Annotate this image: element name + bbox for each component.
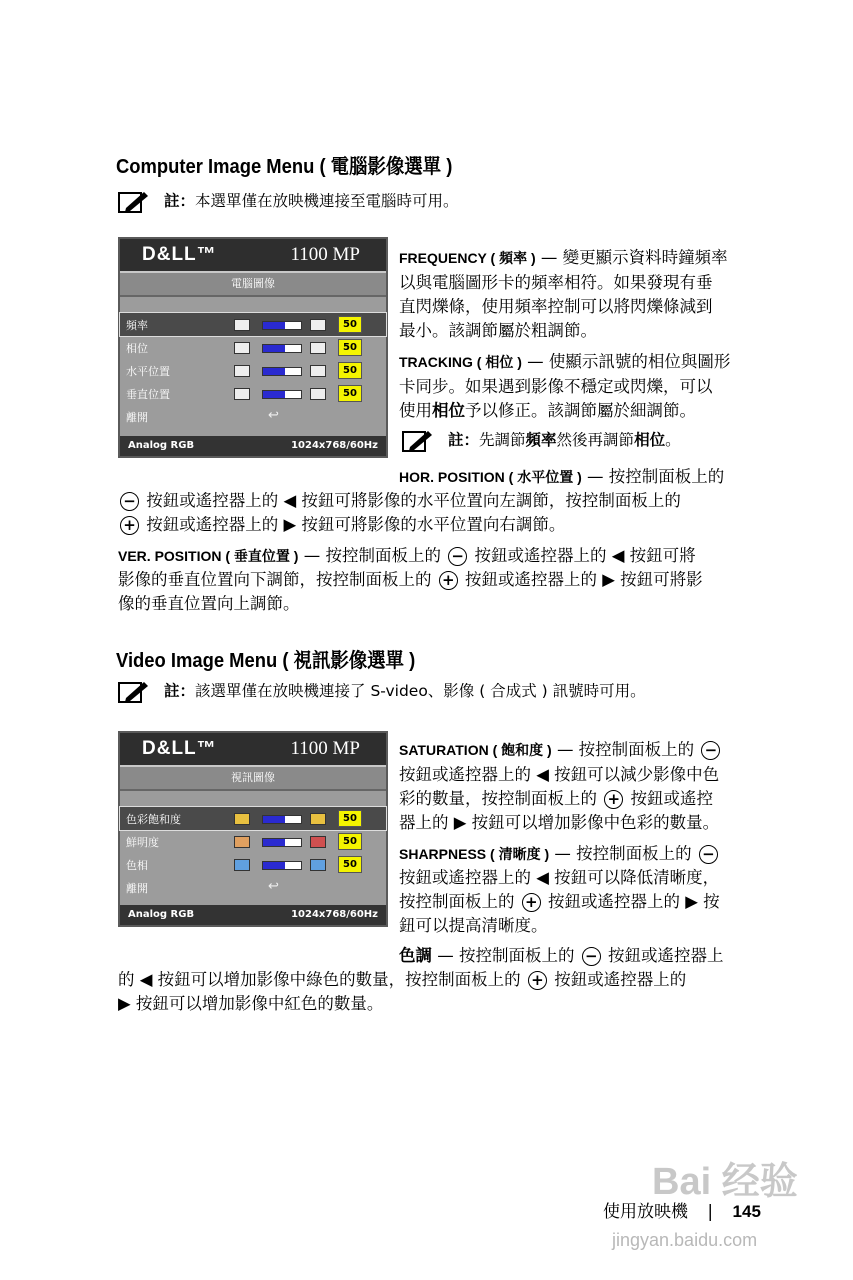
plus-icon — [310, 836, 326, 848]
osd-title: 視訊圖像 — [120, 765, 386, 791]
section-heading-video-image: Video Image Menu ( 視訊影像選單 ) — [116, 650, 416, 672]
osd-slider[interactable] — [262, 815, 302, 824]
text: 的 ◀ 按鈕可以增加影像中綠色的數量，按控制面板上的 — [118, 970, 521, 989]
osd-row-label: 離開 — [126, 411, 148, 424]
osd-row-label: 色相 — [126, 859, 148, 872]
minus-icon — [234, 859, 250, 871]
hor-position-key: HOR. POSITION ( 水平位置 ) — [399, 469, 582, 485]
osd-row-saturation[interactable] — [120, 807, 386, 830]
osd-row-exit[interactable] — [120, 405, 386, 428]
note-text: 該選單僅在放映機連接了 S-video、影像 ( 合成式 ) 訊號時可用。 — [195, 682, 646, 700]
tracking-line-1 — [399, 350, 730, 374]
text: 按鈕或遙控器上的 ▶ 按鈕可將影 — [465, 570, 703, 589]
osd-value: 50 — [338, 856, 362, 873]
text: 然後再調節 — [556, 431, 635, 449]
saturation-line-3 — [399, 787, 713, 811]
note-adjust-order — [402, 428, 681, 453]
osd-row-frequency[interactable] — [120, 313, 386, 336]
text: — 按控制面板上的 — [587, 467, 725, 486]
text: — 變更顯示資料時鐘頻率 — [540, 248, 728, 267]
osd-slider[interactable] — [262, 367, 302, 376]
saturation-line-4: 器上的 ▶ 按鈕可以增加影像中色彩的數量。 — [399, 813, 720, 832]
sharpness-key: SHARPNESS ( 清晰度 ) — [399, 846, 550, 862]
osd-model: 1100 MP — [290, 738, 360, 759]
tint-line-2 — [118, 968, 686, 992]
dell-logo: D&LL™ — [142, 244, 217, 265]
minus-button-icon: − — [699, 845, 718, 864]
text: 按鈕或遙控器上的 ▶ 按 — [548, 892, 720, 911]
ver-line-3: 像的垂直位置向上調節。 — [118, 594, 300, 613]
osd-model: 1100 MP — [290, 244, 360, 265]
sharpness-line-3 — [399, 890, 720, 914]
baidu-watermark-url: jingyan.baidu.com — [612, 1230, 758, 1250]
osd-row-label: 鮮明度 — [126, 836, 159, 849]
plus-icon — [310, 388, 326, 400]
frequency-line-2: 以與電腦圖形卡的頻率相符。如果發現有垂 — [399, 273, 713, 292]
minus-button-icon: − — [701, 741, 720, 760]
page-footer — [603, 1197, 761, 1222]
plus-icon — [310, 859, 326, 871]
saturation-line-1 — [399, 738, 722, 762]
plus-button-icon: + — [604, 790, 623, 809]
dell-logo: D&LL™ — [142, 738, 217, 759]
note-label: 註： — [164, 682, 196, 700]
osd-row-label: 垂直位置 — [126, 388, 170, 401]
page-number: 145 — [732, 1202, 761, 1221]
osd-value: 50 — [338, 810, 362, 827]
osd-resolution: 1024x768/60Hz — [291, 909, 378, 920]
text: 按鈕或遙控器上的 ◀ 按鈕可將 — [474, 546, 696, 565]
osd-slider[interactable] — [262, 390, 302, 399]
ver-position-key: VER. POSITION ( 垂直位置 ) — [118, 548, 299, 564]
ver-line-1 — [118, 544, 696, 568]
minus-button-icon: − — [120, 492, 139, 511]
note-video-menu — [118, 679, 646, 704]
tint-key: 色調 — [399, 946, 432, 965]
osd-source: Analog RGB — [128, 440, 195, 451]
note-label: 註： — [448, 431, 480, 449]
text: — 按控制面板上的 — [556, 740, 695, 759]
osd-value: 50 — [338, 316, 362, 333]
sharpness-line-1 — [399, 842, 720, 866]
osd-slider[interactable] — [262, 838, 302, 847]
text: 按鈕或遙控器上 — [608, 946, 724, 965]
osd-row-label: 水平位置 — [126, 365, 170, 378]
footer-separator: | — [707, 1202, 714, 1222]
text: — 按控制面板上的 — [437, 946, 575, 965]
computer-image-osd — [118, 237, 388, 458]
plus-icon — [310, 342, 326, 354]
note-pen-icon — [118, 190, 150, 214]
text-bold: 相位 — [432, 401, 465, 420]
tint-line-1 — [399, 944, 724, 968]
plus-button-icon: + — [522, 893, 541, 912]
osd-slider[interactable] — [262, 321, 302, 330]
note-label: 註： — [164, 192, 196, 210]
minus-icon — [234, 813, 250, 825]
note-pen-icon — [118, 680, 150, 704]
plus-button-icon: + — [439, 571, 458, 590]
ver-line-2 — [118, 568, 703, 592]
tracking-line-3 — [399, 399, 696, 423]
osd-row-tracking[interactable] — [120, 336, 386, 359]
baidu-watermark: Bai 经验 — [652, 1161, 798, 1203]
tracking-line-2: 卡同步。如果遇到影像不穩定或閃爍，可以 — [399, 377, 713, 396]
hor-line-2 — [118, 489, 681, 513]
osd-value: 50 — [338, 362, 362, 379]
osd-row-label: 相位 — [126, 342, 148, 355]
minus-icon — [234, 388, 250, 400]
exit-arrow-icon: ↩ — [268, 879, 279, 894]
osd-row-label: 色彩飽和度 — [126, 813, 181, 826]
plus-button-icon: + — [120, 516, 139, 535]
text-bold: 頻率 — [525, 431, 557, 449]
text: 予以修正。該調節屬於細調節。 — [465, 401, 696, 420]
text: — 使顯示訊號的相位與圖形 — [527, 352, 731, 371]
text: 使用 — [399, 401, 432, 420]
note-text: 本選單僅在放映機連接至電腦時可用。 — [195, 192, 459, 210]
plus-icon — [310, 813, 326, 825]
osd-row-exit[interactable] — [120, 876, 386, 899]
text: 彩的數量，按控制面板上的 — [399, 789, 597, 808]
osd-value: 50 — [338, 833, 362, 850]
frequency-line-4: 最小。該調節屬於粗調節。 — [399, 321, 597, 340]
osd-slider[interactable] — [262, 861, 302, 870]
minus-icon — [234, 836, 250, 848]
saturation-line-2: 按鈕或遙控器上的 ◀ 按鈕可以減少影像中色 — [399, 765, 720, 784]
osd-row-hor-position[interactable] — [120, 359, 386, 382]
osd-row-sharpness[interactable] — [120, 830, 386, 853]
frequency-line-3: 直閃爍條，使用頻率控制可以將閃爍條減到 — [399, 297, 713, 316]
text: 按鈕或遙控器上的 — [554, 970, 687, 989]
minus-button-icon: − — [582, 947, 601, 966]
frequency-line-1 — [399, 246, 728, 270]
osd-source: Analog RGB — [128, 909, 195, 920]
note-pen-icon — [402, 429, 434, 453]
osd-row-label: 頻率 — [126, 319, 148, 332]
text: 。 — [665, 431, 681, 449]
plus-icon — [310, 319, 326, 331]
plus-icon — [310, 365, 326, 377]
text: 按控制面板上的 — [399, 892, 515, 911]
saturation-key: SATURATION ( 飽和度 ) — [399, 742, 552, 758]
osd-title: 電腦圖像 — [120, 271, 386, 297]
footer-chapter: 使用放映機 — [603, 1202, 688, 1222]
hor-line-1 — [399, 465, 724, 489]
plus-button-icon: + — [528, 971, 547, 990]
osd-row-ver-position[interactable] — [120, 382, 386, 405]
video-image-osd — [118, 731, 388, 927]
minus-icon — [234, 342, 250, 354]
frequency-key: FREQUENCY ( 頻率 ) — [399, 250, 536, 266]
tracking-key: TRACKING ( 相位 ) — [399, 354, 522, 370]
text: 先調節 — [479, 431, 526, 449]
text: 影像的垂直位置向下調節，按控制面板上的 — [118, 570, 432, 589]
text-bold: 相位 — [634, 431, 666, 449]
osd-slider[interactable] — [262, 344, 302, 353]
text: — 按控制面板上的 — [554, 844, 692, 863]
tint-line-3: ▶ 按鈕可以增加影像中紅色的數量。 — [118, 994, 384, 1013]
osd-value: 50 — [338, 339, 362, 356]
osd-value: 50 — [338, 385, 362, 402]
text: 按鈕或遙控器上的 ▶ 按鈕可將影像的水平位置向右調節。 — [146, 515, 566, 534]
osd-resolution: 1024x768/60Hz — [291, 440, 378, 451]
text: 按鈕或遙控 — [630, 789, 713, 808]
note-computer-menu — [118, 189, 459, 214]
minus-icon — [234, 365, 250, 377]
text: — 按控制面板上的 — [303, 546, 441, 565]
osd-row-label: 離開 — [126, 882, 148, 895]
minus-icon — [234, 319, 250, 331]
exit-arrow-icon: ↩ — [268, 408, 279, 423]
text: 按鈕或遙控器上的 ◀ 按鈕可將影像的水平位置向左調節，按控制面板上的 — [146, 491, 681, 510]
hor-line-3 — [118, 513, 565, 537]
sharpness-line-4: 鈕可以提高清晰度。 — [399, 916, 548, 935]
section-heading-computer-image: Computer Image Menu ( 電腦影像選單 ) — [116, 156, 453, 178]
minus-button-icon: − — [448, 547, 467, 566]
osd-row-tint[interactable] — [120, 853, 386, 876]
sharpness-line-2: 按鈕或遙控器上的 ◀ 按鈕可以降低清晰度， — [399, 868, 720, 887]
